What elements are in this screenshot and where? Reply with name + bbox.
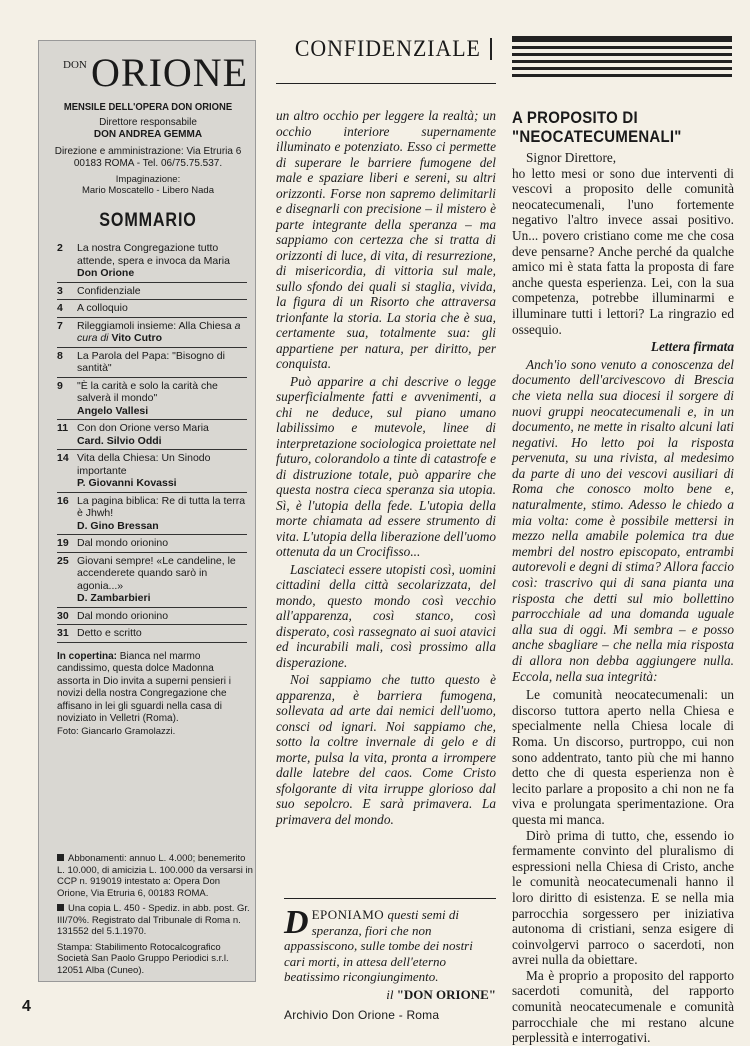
table-of-contents [57,240,247,643]
decorative-stripes [512,36,732,96]
toc-author-name: Don Orione [77,267,135,279]
masthead-logo [49,49,247,99]
toc-author-name: D. Zambarbieri [77,592,151,604]
toc-title-text: La Parola del Papa: "Bisogno di santità" [77,349,225,374]
signature-prefix: il [386,986,394,1002]
logo-orione: ORIONE [91,50,249,95]
editor-label: Direttore responsabile [99,117,197,128]
toc-entry [57,300,247,318]
cover-text: Bianca nel marmo candissimo, questa dolce Madonna assorta in Dio invita a superni pensieri i novizi della nostra Congregazione che affisano in lei gli sguardi nella casa di noviziato in Velletri (Roma). [57,650,231,724]
body-paragraph: Può apparire a chi descrive o legge superficialmente fatti e avvenimenti, a chi ne deduce, sul piano umano labilissimo e mutevole, linee di interpretazione sociologica proiettate nel futuro, colorandolo a tinte di catastrofe e di distruzione totale, può apparire che questa nostra cieca speranza sia utopia. Sì, è l'utopia della fede. L'utopia della morte chiamata ad essere strumento di vita. L'utopia della liberazione dell'uomo ottenuta da un Crocifisso... [276,373,496,559]
toc-title [77,555,247,605]
article-heading [512,108,706,146]
toc-page-number: 4 [57,302,63,314]
toc-title [77,380,247,418]
toc-title [77,350,247,375]
confidenziale-body [276,108,496,829]
sommario-heading: SOMMARIO [99,210,197,231]
toc-entry [57,535,247,553]
toc-title [77,302,247,315]
toc-entry [57,348,247,378]
toc-title [77,627,247,640]
toc-page-number: 14 [57,452,69,464]
heading-line1: A PROPOSITO DI [512,108,638,127]
cover-caption [57,651,247,739]
toc-title-text: Dal mondo orionino [77,609,169,622]
toc-title-text: "È la carità e solo la carità che salverà il mondo" [77,379,218,404]
subscription-text: Abbonamenti: annuo L. 4.000; benemerito L. 10.000, di amicizia L. 100.000 da versarsi in CCP n. 919019 intestato a: Opera Don Orione, Via Etruria 6, 00183 ROMA. [57,853,253,899]
toc-entry [57,240,247,283]
toc-title-text: Con don Orione verso Maria [77,422,209,434]
toc-title-text: Giovani sempre! «Le candeline, le accenderete quando sarò in agonia...» [77,554,236,592]
toc-page-number: 31 [57,627,69,639]
toc-title-text: La pagina biblica: Re di tutta la terra è Jhwh! [77,494,246,519]
toc-page-number: 16 [57,494,69,507]
toc-author-name: P. Giovanni Kovassi [77,477,177,489]
letter-signature: Lettera firmata [650,339,734,355]
quote-signature [284,987,496,1003]
toc-page-number: 7 [57,319,63,332]
editor-info [49,117,247,141]
editor-name: DON ANDREA GEMMA [93,129,203,140]
letter-article [512,150,734,1046]
toc-entry [57,318,247,348]
toc-title-text: Dal mondo orionino [77,537,169,549]
toc-author [77,435,247,448]
cover-label: In copertina: [57,650,118,662]
toc-entry [57,608,247,626]
toc-author-prefix: a cura di [77,319,241,344]
toc-entry [57,625,247,643]
quote-text: questi semi di speranza, fiori che non appassiscono, sulle tombe dei nostri cari morti, in attesa dell'eterno beatissimo ricongiungimento. [284,907,473,984]
logo-don: DON [63,59,87,71]
toc-page-number: 8 [57,349,63,362]
toc-title [77,285,247,298]
subtitle-mensile: MENSILE DELL'OPERA DON ORIONE [63,101,233,113]
copy-price-text: Una copia L. 450 - Spediz. in abb. post. Gr. III/70%. Registrato dal Tribunale di Roma n. 131552 del 5.1.1970. [57,903,250,937]
impag-names: Mario Moscatello - Libero Nada [81,185,214,196]
toc-entry [57,450,247,493]
letter-paragraph: ho letto mesi or sono due interventi di vescovi a proposito delle comunità neocatecumenali, l'uno fortemente negativo l'altro invece assai positivo. Un... povero cristiano come me che cosa deve pensarne? Anche perché da qualche amico mi è stata fatta la proposta di fare anche questa esperienza. Lei, con la sua competenza, potrebbe illuminarmi e illuminare tutti i lettori? La ringrazio ed ossequio. [512,165,734,337]
toc-title [77,320,247,345]
drop-cap: D [284,904,309,941]
reply-paragraph: Anch'io sono venuto a conoscenza del documento dell'arcivescovo di Brescia che vieta nella sua diocesi il sorgere di nuovi gruppi neocatecumenali e, in un documento, ne mette in risalto alcuni lati negativi. Ho letto poi la risposta pervenuta, su una rivista, al medesimo da parte di uno dei vescovi ausiliari di Roma che conosco molto bene e, naturalmente, stimo. Adesso le chiedo a mia volta: come è possibile mettersi in mezzo nella amabile polemica tra due membri del nostro episcopato, entrambi autorevoli e degni di stima? Allora faccio così: trascrivo qui di sana pianta una risposta che detti sul mio bollettino parrocchiale ad una domanda uguale alla sua di oggi. Mi sembra – e posso anche sbagliare – che nella mia risposta di allora non debba aggiungere nulla. Eccola, nella sua integrità: [512,356,734,684]
archive-credit: Archivio Don Orione - Roma [284,1008,440,1022]
header-rule [490,38,492,60]
toc-author-name: D. Gino Bressan [77,519,159,532]
body-paragraph: Lasciateci essere utopisti così, uomini cittadini della città secolarizzata, del mondo, questo mondo così vecchio all'apparenza, così stanco, così disperato, così rassegnato ai suoi atavici ed incurabili mali, così prossimo alla disperazione. [276,561,496,670]
reply-paragraph: Ma è proprio a proposito del rapporto sacerdoti comunità, del rapporto comunità neocatecumenale e comunità parrocchiale che mi restano alcune perplessità e interrogativi. [512,967,734,1046]
toc-author-name: Card. Silvio Oddi [77,434,162,447]
toc-author [77,477,247,490]
address-line2: 00183 ROMA - Tel. 06/75.75.537. [73,158,223,169]
body-paragraph: Noi sappiamo che tutto questo è apparenza, è barriera fumogena, sollevata ad arte dai nemici dell'uomo, consci od ignari. Noi sappiamo che, sotto la coltre invernale di gelo e di morte, pulsa la vita, pronta a irrompere dalle latebre del caos. Come Cristo sfolgorante di vita irruppe glorioso dal suo sepolcro. E sarà primavera. La primavera del mondo. [276,672,496,827]
toc-title-text: Confidenziale [77,284,141,297]
toc-entry [57,420,247,450]
toc-entry [57,493,247,536]
toc-entry [57,378,247,421]
toc-author [77,592,247,605]
salutation: Signor Direttore, [526,150,617,165]
toc-title [77,495,247,533]
toc-entry [57,553,247,608]
toc-title [77,452,247,490]
toc-page-number: 25 [57,554,69,567]
column-title: CONFIDENZIALE [294,36,481,61]
heading-line2: "NEOCATECUMENALI" [512,127,682,146]
toc-title-text: Rileggiamoli insieme: Alla Chiesa [77,319,232,332]
toc-author-name: Angelo Vallesi [77,404,149,417]
toc-title-text: Detto e scritto [77,627,142,639]
toc-page-number: 2 [57,242,63,254]
toc-title [77,537,247,550]
toc-author [77,520,247,533]
toc-page-number: 9 [57,379,63,392]
reply-paragraph: Dirò prima di tutto, che, essendo io fermamente convinto del pluralismo di espressioni nella Chiesa di Cristo, anche le comunità neocatecumenali hanno il loro diritto di esistenza. E se nella mia parrocchia sorgessero per iniziativa autonoma di cristiani, senza esigere di coinvolgervi parroco o sacerdoti, non avrei nulla da obiettare. [512,827,734,968]
toc-page-number: 30 [57,609,69,622]
address [49,146,247,170]
toc-author [77,267,247,280]
toc-page-number: 11 [57,422,69,434]
layout-credits [49,174,247,196]
toc-title-text: La nostra Congregazione tutto attende, spera e invoca da Maria [77,242,230,267]
printer-line: Stampa: Stabilimento Rotocalcografico Società San Paolo Gruppo Periodici s.r.l. 12051 Alba (Cuneo). [57,941,229,976]
toc-page-number: 3 [57,284,63,297]
reply-paragraph: Le comunità neocatecumenali: un discorso tuttora aperto nella Chiesa e specialmente nella Chiesa locale di Roma. Un discorso, purtroppo, cui non sono addentrato, tanto più che mi hanno detto che di questa esperienza non è lecito parlare a proposito a chi non ne fa viva e prolungata sperimentazione. Ora questa mi manca. [512,687,734,827]
body-paragraph: un altro occhio per leggere la realtà; un occhio interiore supernamente illuminato e potenziato. Esso ci permette di superare le barriere fumogene del male e spaziare liberi e sereni, su altri orizzonti. Forse non sapremo delimitarli e disegnarli con precisione – il mistero è parte integrante della speranza – ma sappiamo con certezza che si tratta di orizzonti di luce, di vita, di resurrezione, di misericordia, di vittoria sul male, sullo sfondo dei quali si staglia, vivida, la figura di un Risorto che attraversa trionfante la storia. La storia che è sua, certamente sua, totalmente sua: gli appartiene per natura, per diritto, per conquista. [276,108,496,371]
quote-lead: EPONIAMO [311,907,385,922]
closing-quote [284,898,496,1002]
address-line1: Direzione e amministrazione: Via Etruria 6 [54,146,242,157]
toc-author [77,405,247,418]
toc-title [77,242,247,280]
toc-page-number: 19 [57,537,69,549]
subscription-info [57,853,253,980]
masthead-box [38,40,256,982]
bullet-square-icon [57,854,64,861]
toc-title-text: Vita della Chiesa: Un Sinodo importante [77,452,211,477]
photo-credit: Foto: Giancarlo Gramolazzi. [57,725,176,737]
toc-title [77,422,247,447]
bullet-square-icon [57,904,64,911]
column-header-confidenziale [276,36,496,84]
toc-title-text: A colloquio [77,302,128,314]
copy-price-line [57,903,253,938]
signature-name: "DON ORIONE" [396,986,496,1002]
subscription-line [57,853,253,899]
toc-entry [57,283,247,301]
impag-label: Impaginazione: [115,174,181,185]
toc-title [77,610,247,623]
page-number: 4 [22,998,31,1015]
toc-author-name: Vito Cutro [111,332,162,344]
